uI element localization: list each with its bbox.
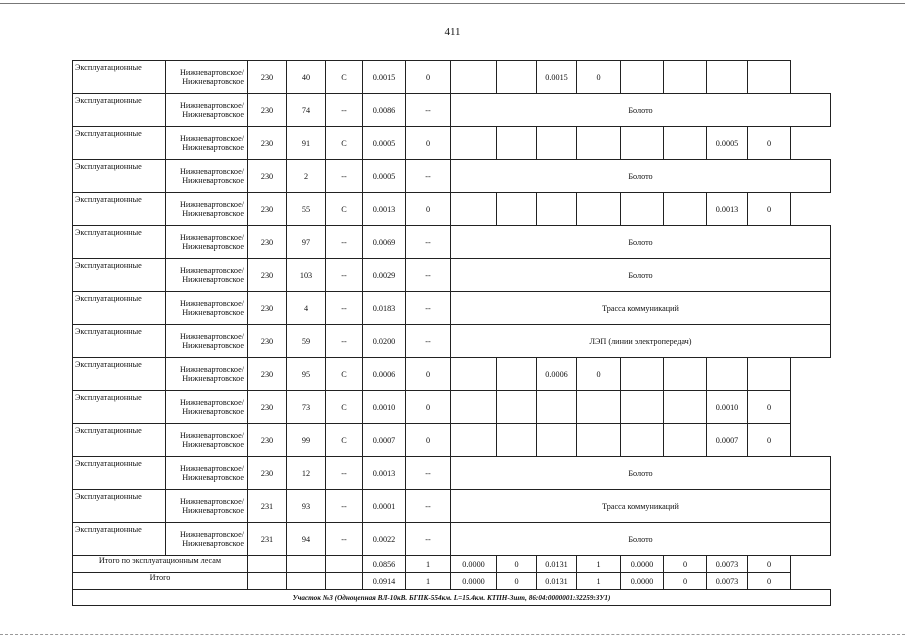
species-cell: -- xyxy=(326,160,363,193)
total-value-cell: 0.0000 xyxy=(451,573,497,590)
forest-category-cell: Эксплуатационные xyxy=(73,226,166,259)
forestry-cell xyxy=(166,292,248,325)
land-note-cell: Болото xyxy=(451,523,831,556)
district-forestry-name: Нижневартовское xyxy=(182,77,244,86)
value-cell xyxy=(451,61,497,94)
forest-category-cell: Эксплуатационные xyxy=(73,391,166,424)
plot-cell: 59 xyxy=(287,325,326,358)
forestry-name: Нижневартовское/ xyxy=(179,266,244,275)
value-cell xyxy=(664,61,707,94)
forestry-name: Нижневартовское/ xyxy=(179,200,244,209)
value-cell: 0.0006 xyxy=(537,358,577,391)
subtotal-row xyxy=(73,556,831,573)
value-cell: 0.0007 xyxy=(707,424,748,457)
area-cell: 0.0015 xyxy=(363,61,406,94)
value-cell xyxy=(748,61,791,94)
district-forestry-name: Нижневартовское xyxy=(182,110,244,119)
value-cell xyxy=(577,127,621,160)
district-forestry-name: Нижневартовское xyxy=(182,176,244,185)
species-cell: -- xyxy=(326,457,363,490)
plot-cell: 99 xyxy=(287,424,326,457)
bottom-border-line xyxy=(0,634,905,635)
value-cell xyxy=(621,61,664,94)
plot-cell: 40 xyxy=(287,61,326,94)
value-cell xyxy=(497,358,537,391)
forest-plots-table xyxy=(72,60,831,606)
value-cell xyxy=(451,193,497,226)
value-cell: 0 xyxy=(406,61,451,94)
value-cell: 0 xyxy=(406,424,451,457)
forestry-cell xyxy=(166,523,248,556)
district-forestry-name: Нижневартовское xyxy=(182,506,244,515)
value-cell xyxy=(664,193,707,226)
value-cell: 0 xyxy=(577,61,621,94)
area-cell: 0.0029 xyxy=(363,259,406,292)
plot-cell: 103 xyxy=(287,259,326,292)
empty-cell xyxy=(326,556,363,573)
subtotal-value-cell: 1 xyxy=(577,556,621,573)
forestry-cell xyxy=(166,325,248,358)
quarter-cell: 230 xyxy=(248,358,287,391)
forestry-name: Нижневартовское/ xyxy=(179,101,244,110)
forestry-cell xyxy=(166,457,248,490)
species-cell: С xyxy=(326,127,363,160)
forest-category-cell: Эксплуатационные xyxy=(73,61,166,94)
value-cell xyxy=(451,391,497,424)
quarter-cell: 230 xyxy=(248,325,287,358)
value-cell xyxy=(537,391,577,424)
table-row xyxy=(73,94,831,127)
value-cell: -- xyxy=(406,490,451,523)
forestry-name: Нижневартовское/ xyxy=(179,431,244,440)
forest-category-cell: Эксплуатационные xyxy=(73,325,166,358)
value-cell: -- xyxy=(406,523,451,556)
page-number: 411 xyxy=(444,26,461,38)
value-cell: 0 xyxy=(406,127,451,160)
forestry-name: Нижневартовское/ xyxy=(179,134,244,143)
area-cell: 0.0005 xyxy=(363,127,406,160)
subtotal-value-cell: 0.0073 xyxy=(707,556,748,573)
district-forestry-name: Нижневартовское xyxy=(182,275,244,284)
value-cell: -- xyxy=(406,226,451,259)
plot-cell: 97 xyxy=(287,226,326,259)
value-cell: 0 xyxy=(748,391,791,424)
forest-category-cell: Эксплуатационные xyxy=(73,94,166,127)
value-cell xyxy=(577,193,621,226)
species-cell: С xyxy=(326,391,363,424)
land-note-cell: Болото xyxy=(451,457,831,490)
value-cell: 0.0005 xyxy=(707,127,748,160)
plot-cell: 73 xyxy=(287,391,326,424)
forestry-name: Нижневартовское/ xyxy=(179,233,244,242)
value-cell xyxy=(451,127,497,160)
species-cell: С xyxy=(326,424,363,457)
value-cell xyxy=(621,391,664,424)
forest-category-cell: Эксплуатационные xyxy=(73,292,166,325)
quarter-cell: 230 xyxy=(248,424,287,457)
land-note-cell: Трасса коммуникаций xyxy=(451,490,831,523)
forestry-cell xyxy=(166,94,248,127)
total-value-cell: 1 xyxy=(406,573,451,590)
district-forestry-name: Нижневартовское xyxy=(182,407,244,416)
district-forestry-name: Нижневартовское xyxy=(182,341,244,350)
quarter-cell: 231 xyxy=(248,523,287,556)
land-note-cell: Трасса коммуникаций xyxy=(451,292,831,325)
table-row xyxy=(73,391,831,424)
quarter-cell: 230 xyxy=(248,61,287,94)
quarter-cell: 230 xyxy=(248,127,287,160)
quarter-cell: 230 xyxy=(248,259,287,292)
subtotal-value-cell: 0 xyxy=(664,556,707,573)
forestry-name: Нижневартовское/ xyxy=(179,464,244,473)
value-cell: -- xyxy=(406,292,451,325)
forest-category-cell: Эксплуатационные xyxy=(73,358,166,391)
forestry-name: Нижневартовское/ xyxy=(179,497,244,506)
species-cell: -- xyxy=(326,259,363,292)
table-row xyxy=(73,358,831,391)
area-cell: 0.0069 xyxy=(363,226,406,259)
forestry-cell xyxy=(166,127,248,160)
forest-category-cell: Эксплуатационные xyxy=(73,523,166,556)
area-cell: 0.0200 xyxy=(363,325,406,358)
value-cell xyxy=(537,424,577,457)
district-forestry-name: Нижневартовское xyxy=(182,473,244,482)
value-cell xyxy=(621,424,664,457)
land-note-cell: Болото xyxy=(451,160,831,193)
total-value-cell: 0 xyxy=(748,573,791,590)
forest-category-cell: Эксплуатационные xyxy=(73,193,166,226)
value-cell xyxy=(664,127,707,160)
district-forestry-name: Нижневартовское xyxy=(182,209,244,218)
value-cell: 0.0013 xyxy=(707,193,748,226)
forestry-cell xyxy=(166,358,248,391)
species-cell: С xyxy=(326,61,363,94)
value-cell: 0 xyxy=(748,127,791,160)
forestry-cell xyxy=(166,490,248,523)
subtotal-value-cell: 0.0856 xyxy=(363,556,406,573)
subtotal-value-cell: 0 xyxy=(748,556,791,573)
quarter-cell: 230 xyxy=(248,226,287,259)
forestry-name: Нижневартовское/ xyxy=(179,530,244,539)
forestry-cell xyxy=(166,226,248,259)
value-cell xyxy=(577,424,621,457)
forestry-cell xyxy=(166,193,248,226)
value-cell xyxy=(621,127,664,160)
forestry-cell xyxy=(166,424,248,457)
table-row xyxy=(73,160,831,193)
empty-cell xyxy=(326,573,363,590)
section-caption: Участок №3 (Одноцепная ВЛ-10кВ. БГПК-554км. L=15.4км. КТПН-3шт, 86:04:0000001:32259:ЗУ1) xyxy=(73,590,831,606)
district-forestry-name: Нижневартовское xyxy=(182,374,244,383)
value-cell: -- xyxy=(406,259,451,292)
total-label: Итого xyxy=(73,573,248,590)
species-cell: С xyxy=(326,193,363,226)
forest-category-cell: Эксплуатационные xyxy=(73,127,166,160)
table-row xyxy=(73,193,831,226)
value-cell xyxy=(537,127,577,160)
table-row xyxy=(73,292,831,325)
value-cell: 0.0010 xyxy=(707,391,748,424)
district-forestry-name: Нижневартовское xyxy=(182,143,244,152)
district-forestry-name: Нижневартовское xyxy=(182,308,244,317)
forestry-cell xyxy=(166,391,248,424)
quarter-cell: 230 xyxy=(248,292,287,325)
value-cell xyxy=(497,61,537,94)
value-cell xyxy=(497,127,537,160)
quarter-cell: 230 xyxy=(248,193,287,226)
forestry-name: Нижневартовское/ xyxy=(179,398,244,407)
district-forestry-name: Нижневартовское xyxy=(182,440,244,449)
total-value-cell: 0.0131 xyxy=(537,573,577,590)
forestry-cell xyxy=(166,259,248,292)
value-cell: -- xyxy=(406,457,451,490)
area-cell: 0.0183 xyxy=(363,292,406,325)
value-cell xyxy=(621,358,664,391)
area-cell: 0.0022 xyxy=(363,523,406,556)
empty-cell xyxy=(287,573,326,590)
species-cell: -- xyxy=(326,292,363,325)
area-cell: 0.0013 xyxy=(363,457,406,490)
forestry-name: Нижневартовское/ xyxy=(179,167,244,176)
forest-category-cell: Эксплуатационные xyxy=(73,457,166,490)
forest-category-cell: Эксплуатационные xyxy=(73,424,166,457)
value-cell xyxy=(621,193,664,226)
land-note-cell: Болото xyxy=(451,226,831,259)
total-value-cell: 0.0073 xyxy=(707,573,748,590)
value-cell xyxy=(707,61,748,94)
district-forestry-name: Нижневартовское xyxy=(182,539,244,548)
area-cell: 0.0013 xyxy=(363,193,406,226)
species-cell: С xyxy=(326,358,363,391)
empty-cell xyxy=(287,556,326,573)
value-cell xyxy=(664,358,707,391)
forestry-name: Нижневартовское/ xyxy=(179,365,244,374)
table-row xyxy=(73,61,831,94)
quarter-cell: 230 xyxy=(248,457,287,490)
plot-cell: 95 xyxy=(287,358,326,391)
subtotal-value-cell: 0 xyxy=(497,556,537,573)
plot-cell: 12 xyxy=(287,457,326,490)
table-row xyxy=(73,424,831,457)
land-note-cell: Болото xyxy=(451,94,831,127)
species-cell: -- xyxy=(326,226,363,259)
value-cell xyxy=(451,424,497,457)
value-cell xyxy=(497,424,537,457)
total-row xyxy=(73,573,831,590)
plot-cell: 93 xyxy=(287,490,326,523)
plot-cell: 55 xyxy=(287,193,326,226)
plot-cell: 94 xyxy=(287,523,326,556)
species-cell: -- xyxy=(326,325,363,358)
forestry-name: Нижневартовское/ xyxy=(179,68,244,77)
total-value-cell: 0 xyxy=(664,573,707,590)
land-note-cell: ЛЭП (линии электропередач) xyxy=(451,325,831,358)
quarter-cell: 230 xyxy=(248,391,287,424)
table-row xyxy=(73,325,831,358)
area-cell: 0.0005 xyxy=(363,160,406,193)
plot-cell: 4 xyxy=(287,292,326,325)
species-cell: -- xyxy=(326,94,363,127)
value-cell: 0 xyxy=(406,391,451,424)
value-cell xyxy=(707,358,748,391)
table-row xyxy=(73,490,831,523)
district-forestry-name: Нижневартовское xyxy=(182,242,244,251)
value-cell: -- xyxy=(406,160,451,193)
area-cell: 0.0001 xyxy=(363,490,406,523)
subtotal-value-cell: 0.0000 xyxy=(451,556,497,573)
forest-category-cell: Эксплуатационные xyxy=(73,490,166,523)
value-cell: 0 xyxy=(577,358,621,391)
land-note-cell: Болото xyxy=(451,259,831,292)
table-row xyxy=(73,523,831,556)
table-row xyxy=(73,259,831,292)
subtotal-label: Итого по эксплуатационным лесам xyxy=(73,556,248,573)
value-cell: 0 xyxy=(748,193,791,226)
total-value-cell: 0.0000 xyxy=(621,573,664,590)
value-cell xyxy=(664,424,707,457)
value-cell xyxy=(664,391,707,424)
value-cell: 0.0015 xyxy=(537,61,577,94)
forest-category-cell: Эксплуатационные xyxy=(73,259,166,292)
area-cell: 0.0007 xyxy=(363,424,406,457)
species-cell: -- xyxy=(326,523,363,556)
value-cell xyxy=(577,391,621,424)
forestry-name: Нижневартовское/ xyxy=(179,332,244,341)
area-cell: 0.0010 xyxy=(363,391,406,424)
value-cell xyxy=(497,193,537,226)
value-cell xyxy=(748,358,791,391)
total-value-cell: 0.0914 xyxy=(363,573,406,590)
value-cell: 0 xyxy=(406,193,451,226)
plot-cell: 91 xyxy=(287,127,326,160)
subtotal-value-cell: 0.0131 xyxy=(537,556,577,573)
plot-cell: 2 xyxy=(287,160,326,193)
section-footer-row xyxy=(73,590,831,606)
table-row xyxy=(73,457,831,490)
value-cell: 0 xyxy=(748,424,791,457)
value-cell xyxy=(497,391,537,424)
empty-cell xyxy=(248,556,287,573)
subtotal-value-cell: 1 xyxy=(406,556,451,573)
quarter-cell: 230 xyxy=(248,94,287,127)
species-cell: -- xyxy=(326,490,363,523)
value-cell xyxy=(451,358,497,391)
value-cell: 0 xyxy=(406,358,451,391)
forestry-cell xyxy=(166,160,248,193)
forest-category-cell: Эксплуатационные xyxy=(73,160,166,193)
forestry-name: Нижневартовское/ xyxy=(179,299,244,308)
forestry-cell xyxy=(166,61,248,94)
value-cell: -- xyxy=(406,94,451,127)
quarter-cell: 230 xyxy=(248,160,287,193)
value-cell: -- xyxy=(406,325,451,358)
plot-cell: 74 xyxy=(287,94,326,127)
area-cell: 0.0086 xyxy=(363,94,406,127)
area-cell: 0.0006 xyxy=(363,358,406,391)
top-border-line xyxy=(0,3,905,4)
total-value-cell: 0 xyxy=(497,573,537,590)
table-row xyxy=(73,127,831,160)
empty-cell xyxy=(248,573,287,590)
quarter-cell: 231 xyxy=(248,490,287,523)
total-value-cell: 1 xyxy=(577,573,621,590)
subtotal-value-cell: 0.0000 xyxy=(621,556,664,573)
value-cell xyxy=(537,193,577,226)
table-row xyxy=(73,226,831,259)
